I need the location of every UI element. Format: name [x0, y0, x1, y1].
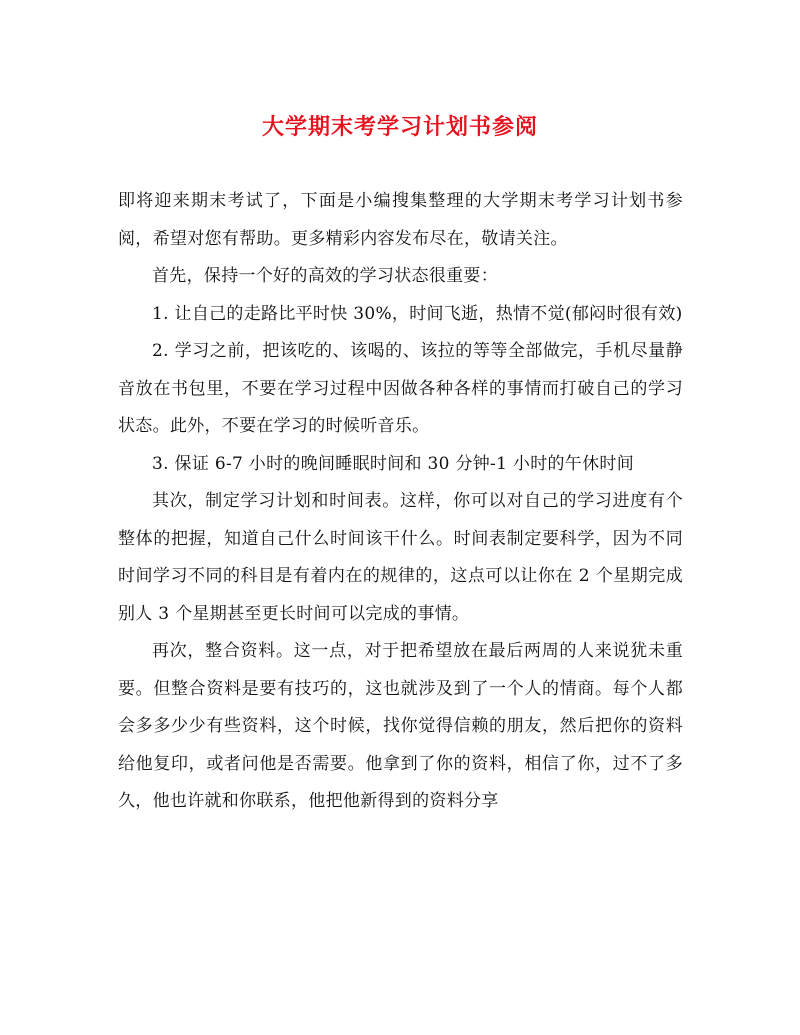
document-body [118, 183, 683, 821]
paragraph-second-point: 其次，制定学习计划和时间表。这样，你可以对自己的学习进度有个整体的把握，知道自己什么时间该干什么。时间表制定要科学，因为不同时间学习不同的科目是有着内在的规律的，这点可以让你在 2 个星期完成别人 3 个星期甚至更长时间可以完成的事情。 [118, 491, 683, 624]
paragraph-intro: 即将迎来期末考试了，下面是小编搜集整理的大学期末考学习计划书参阅，希望对您有帮助。更多精彩内容发布尽在，敬请关注。 [118, 191, 683, 249]
paragraph-item-1: 1. 让自己的走路比平时快 30%，时间飞逝，热情不觉(郁闷时很有效) [152, 303, 683, 324]
paragraph-item-2: 2. 学习之前，把该吃的、该喝的、该拉的等等全部做完，手机尽量静音放在书包里，不要在学习过程中因做各种各样的事情而打破自己的学习状态。此外，不要在学习的时候听音乐。 [118, 341, 683, 436]
document-title: 大学期末考学习计划书参阅 [261, 114, 538, 140]
paragraph-third-point: 再次，整合资料。这一点，对于把希望放在最后两周的人来说犹未重要。但整合资料是要有技巧的，这也就涉及到了一个人的情商。每个人都会多多少少有些资料，这个时候，找你觉得信赖的朋友，然后把你的资料给他复印，或者问他是否需要。他拿到了你的资料，相信了你，过不了多久，他也许就和你联系，他把他新得到的资料分享 [118, 641, 683, 811]
paragraph-first-point: 首先，保持一个好的高效的学习状态很重要： [152, 266, 498, 286]
paragraph-item-3: 3. 保证 6-7 小时的晚间睡眠时间和 30 分钟-1 小时的午休时间 [152, 453, 635, 474]
